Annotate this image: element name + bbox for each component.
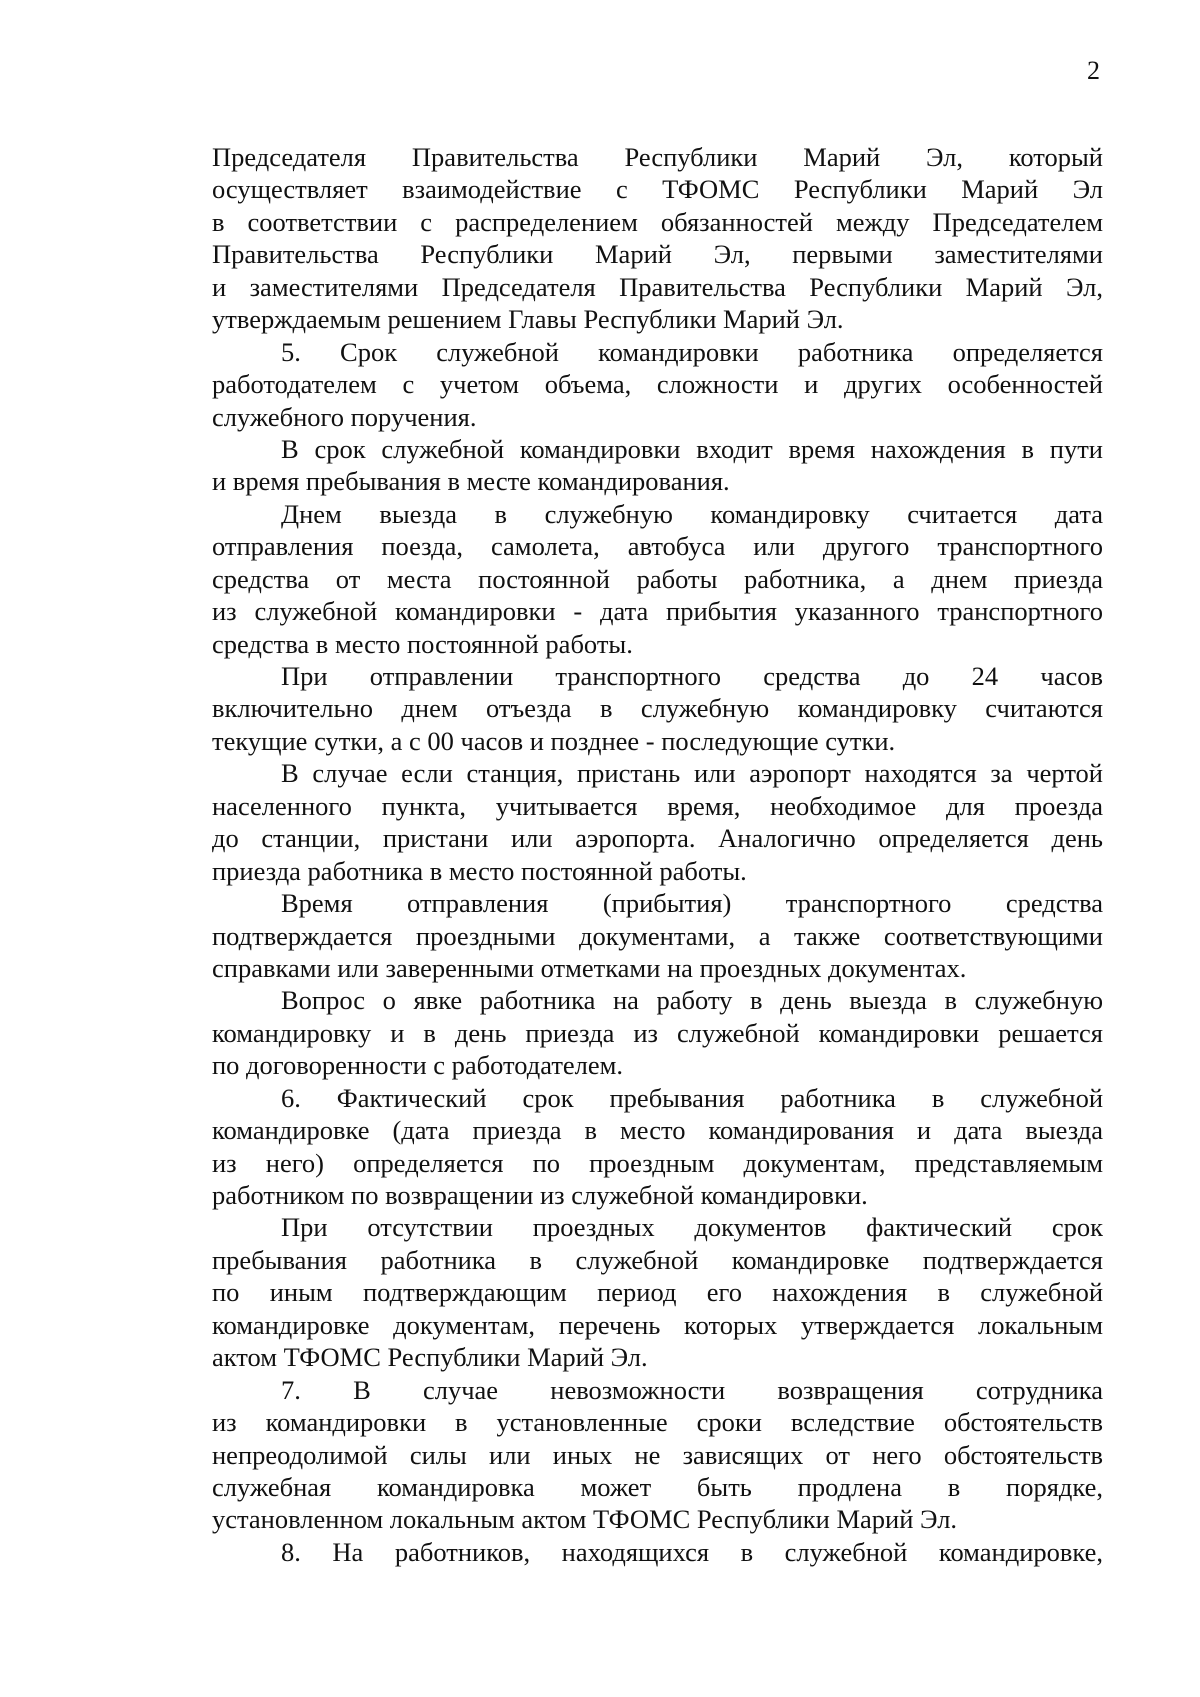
text-line: до станции, пристани или аэропорта. Аналогично определяется день: [212, 823, 1103, 854]
text-line: работодателем с учетом объема, сложности и других особенностей: [212, 369, 1103, 400]
text-line: 5. Срок служебной командировки работника определяется: [281, 336, 1103, 367]
text-line: служебная командировка может быть продлена в порядке,: [212, 1471, 1103, 1502]
text-line: 6. Фактический срок пребывания работника в служебной: [281, 1082, 1103, 1113]
text-line: утверждаемым решением Главы Республики Марий Эл.: [212, 304, 844, 335]
text-line: командировку и в день приезда из служебной командировки решается: [212, 1017, 1103, 1048]
text-line: 8. На работников, находящихся в служебной командировке,: [281, 1536, 1103, 1567]
text-line: непреодолимой силы или иных не зависящих от него обстоятельств: [212, 1439, 1103, 1470]
text-line: из командировки в установленные сроки вследствие обстоятельств: [212, 1407, 1103, 1438]
text-line: из него) определяется по проездным документам, представляемым: [212, 1147, 1103, 1178]
text-line: и время пребывания в месте командирования.: [212, 466, 730, 497]
document-body: [212, 141, 1103, 1568]
text-line: При отсутствии проездных документов фактический срок: [281, 1212, 1103, 1243]
page-number: 2: [1087, 56, 1100, 85]
text-line: актом ТФОМС Республики Марий Эл.: [212, 1342, 648, 1373]
text-line: в соответствии с распределением обязанностей между Председателем: [212, 206, 1103, 237]
text-line: командировке документам, перечень которых утверждается локальным: [212, 1309, 1103, 1340]
text-line: В случае если станция, пристань или аэропорт находятся за чертой: [281, 758, 1103, 789]
text-line: Время отправления (прибытия) транспортного средства: [281, 888, 1103, 919]
text-line: по иным подтверждающим период его нахождения в служебной: [212, 1277, 1103, 1308]
text-line: подтверждается проездными документами, а также соответствующими: [212, 920, 1103, 951]
text-line: справками или заверенными отметками на проездных документах.: [212, 952, 967, 983]
text-line: по договоренности с работодателем.: [212, 1050, 624, 1081]
text-line: Председателя Правительства Республики Марий Эл, который: [212, 142, 1103, 172]
text-line: Вопрос о явке работника на работу в день выезда в служебную: [281, 985, 1103, 1016]
text-line: средства в место постоянной работы.: [212, 628, 633, 659]
text-line: отправления поезда, самолета, автобуса или другого транспортного: [212, 531, 1103, 562]
text-line: служебного поручения.: [212, 401, 477, 432]
text-line: В срок служебной командировки входит время нахождения в пути: [281, 433, 1103, 464]
text-line: работником по возвращении из служебной командировки.: [212, 1180, 868, 1210]
text-line: и заместителями Председателя Правительства Республики Марий Эл,: [212, 271, 1103, 302]
text-line: командировке (дата приезда в место командирования и дата выезда: [212, 1115, 1103, 1146]
text-line: Днем выезда в служебную командировку считается дата: [281, 498, 1103, 529]
text-line: установленном локальным актом ТФОМС Республики Марий Эл.: [212, 1504, 958, 1535]
text-line: средства от места постоянной работы работника, а днем приезда: [212, 563, 1103, 594]
text-line: включительно днем отъезда в служебную командировку считаются: [212, 693, 1103, 724]
text-line: населенного пункта, учитывается время, необходимое для проезда: [212, 790, 1103, 821]
text-line: из служебной командировки - дата прибытия указанного транспортного: [212, 596, 1103, 627]
text-line: Правительства Республики Марий Эл, первыми заместителями: [212, 239, 1103, 270]
text-line: пребывания работника в служебной командировке подтверждается: [212, 1244, 1103, 1275]
text-line: 7. В случае невозможности возвращения сотрудника: [281, 1374, 1103, 1405]
text-line: осуществляет взаимодействие с ТФОМС Республики Марий Эл: [212, 174, 1103, 205]
text-line: текущие сутки, а с 00 часов и позднее - последующие сутки.: [212, 725, 896, 756]
text-line: приезда работника в место постоянной работы.: [212, 855, 747, 886]
text-line: При отправлении транспортного средства до 24 часов: [281, 661, 1103, 691]
